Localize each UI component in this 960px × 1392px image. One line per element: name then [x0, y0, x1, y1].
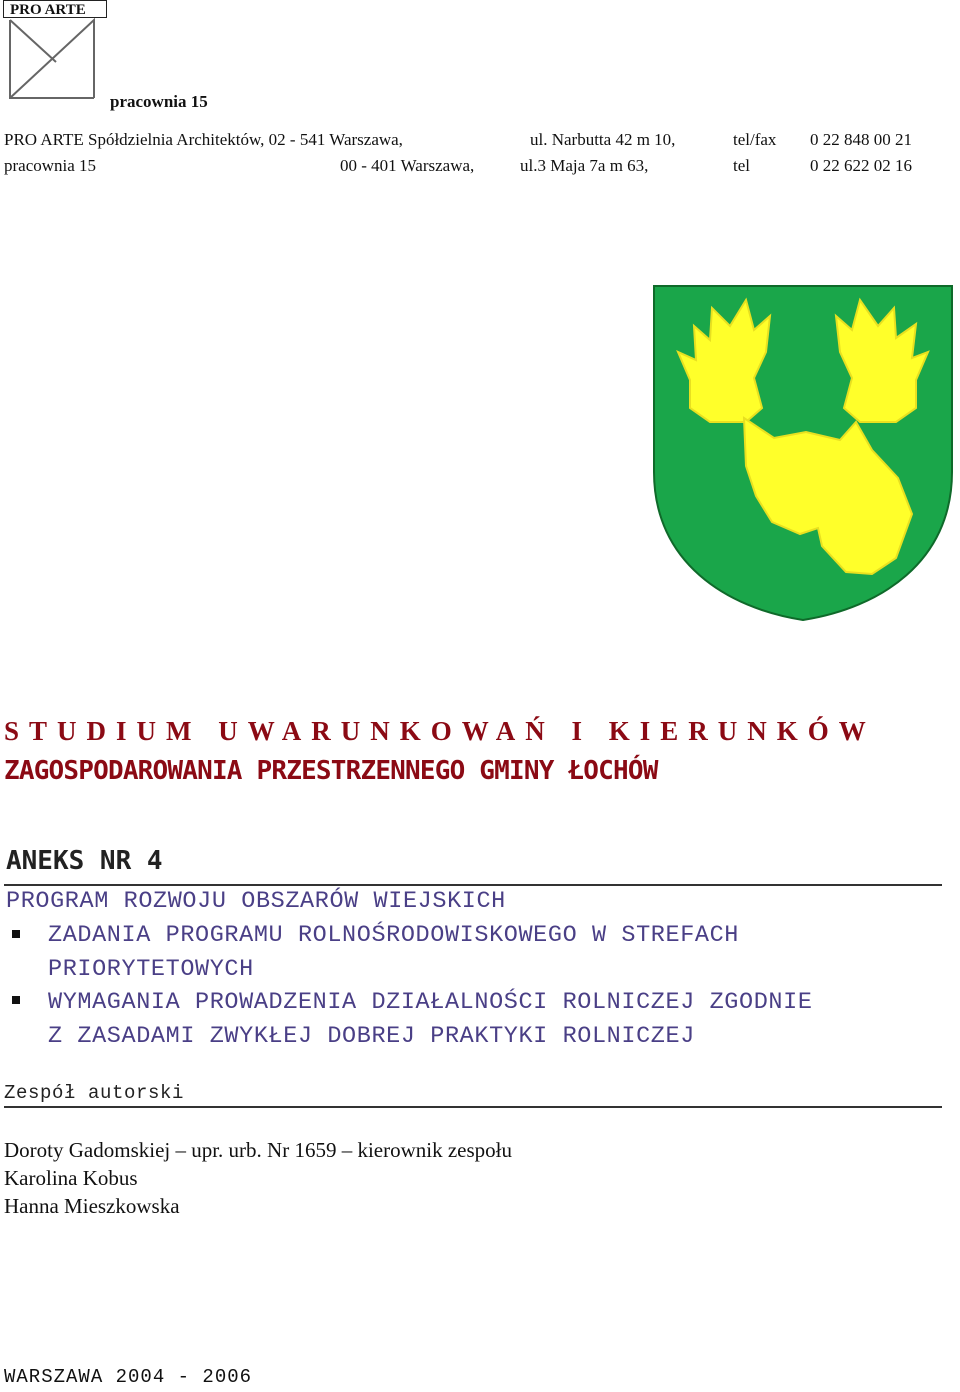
city-line2: 00 - 401 Warszawa, — [340, 156, 475, 175]
document-title-line1: STUDIUM UWARUNKOWAŃ I KIERUNKÓW — [4, 716, 876, 746]
org-address-line1: PRO ARTE Spółdzielnia Architektów, 02 - 541 Warszawa, — [4, 130, 403, 149]
team-member-1: Doroty Gadomskiej – upr. urb. Nr 1659 – kierownik zespołu — [4, 1138, 513, 1162]
org-line2: pracownia 15 — [4, 156, 97, 175]
list-item-1-line2: PRIORYTETOWYCH — [48, 956, 254, 983]
document-title-line2: ZAGOSPODAROWANIA PRZESTRZENNEGO GMINY ŁOCHÓW — [4, 756, 658, 786]
street-line1: ul. Narbutta 42 m 10, — [530, 130, 676, 149]
team-divider — [4, 1106, 942, 1108]
street-line2: ul.3 Maja 7a m 63, — [520, 156, 649, 175]
list-item-2-line2: Z ZASADAMI ZWYKŁEJ DOBREJ PRAKTYKI ROLNICZEJ — [48, 1023, 695, 1050]
logo-label: PRO ARTE — [3, 0, 107, 18]
annex-label: ANEKS NR 4 — [6, 846, 163, 876]
annex-divider — [4, 884, 942, 886]
team-member-2: Karolina Kobus — [4, 1166, 138, 1190]
list-item-2-line1: WYMAGANIA PROWADZENIA DZIAŁALNOŚCI ROLNICZEJ ZGODNIE — [48, 989, 813, 1016]
studio-name: pracownia 15 — [110, 92, 208, 111]
footer-place-years: WARSZAWA 2004 - 2006 — [4, 1366, 253, 1388]
contact-label-line2: tel — [733, 156, 750, 175]
coat-of-arms-moose-icon — [650, 282, 956, 622]
pro-arte-logo-icon — [8, 18, 98, 102]
list-item-1-line1: ZADANIA PROGRAMU ROLNOŚRODOWISKOWEGO W STREFACH — [48, 922, 740, 949]
bullet-icon — [12, 930, 20, 938]
team-member-3: Hanna Mieszkowska — [4, 1194, 180, 1218]
contact-label-line1: tel/fax — [733, 130, 777, 149]
program-title: PROGRAM ROZWOJU OBSZARÓW WIEJSKICH — [6, 888, 506, 915]
bullet-icon — [12, 996, 20, 1004]
phone-line2: 0 22 622 02 16 — [810, 156, 912, 175]
team-heading: Zespół autorski — [4, 1082, 185, 1104]
phone-line1: 0 22 848 00 21 — [810, 130, 912, 149]
